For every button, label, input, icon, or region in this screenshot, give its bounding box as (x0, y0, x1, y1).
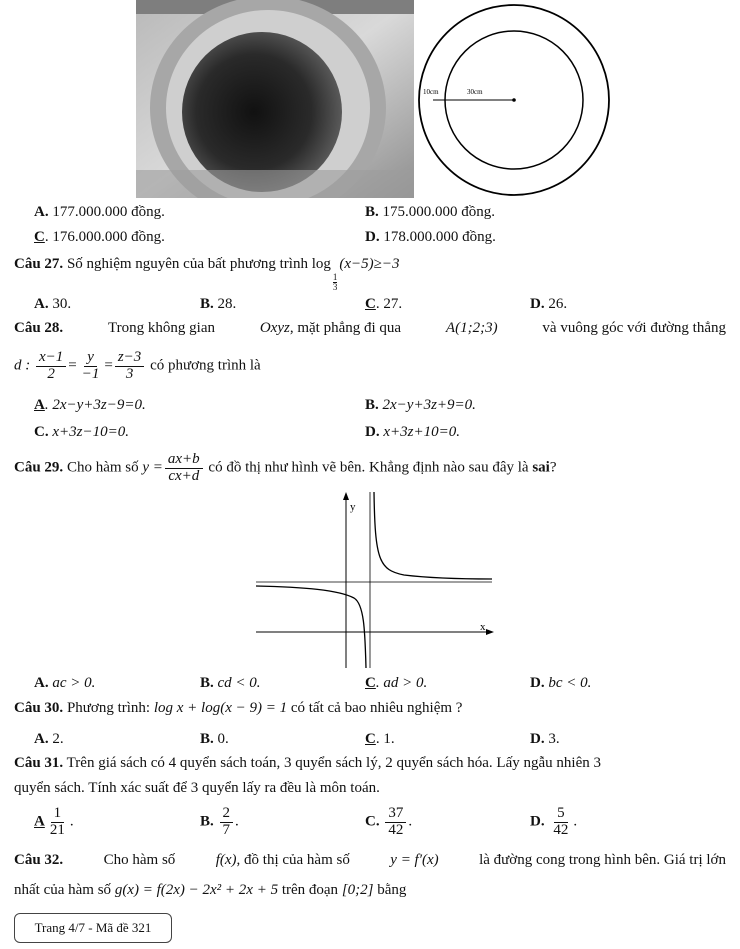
q32-stem-line2: nhất của hàm số g(x) = f(2x) − 2x² + 2x + 5 trên đoạn [0;2] bằng (14, 882, 407, 898)
page-footer: Trang 4/7 - Mã đề 321 (14, 913, 172, 943)
q27-option-a: A. 30. (34, 296, 72, 312)
q31-option-b: B. $\frac{2}{7}$ . (200, 805, 239, 838)
q31-option-d: D. $\frac{5}{42}$ . (530, 805, 578, 838)
q28-option-a: A. 2x−y+3z−9=0. (34, 397, 146, 413)
x-axis-arrow-icon (486, 629, 494, 635)
q26-option-d: D. 178.000.000 đồng. (365, 229, 496, 245)
q28-option-b: B. 2x−y+3z+9=0. (365, 397, 476, 413)
axis-y-label: y (350, 501, 356, 513)
q28-option-c: C. x+3z−10=0. (34, 424, 129, 440)
q31-option-a: A $\frac{1}{21}$ . (34, 805, 74, 838)
q29-option-b: B. cd < 0. (200, 675, 261, 691)
q28-option-d: D. x+3z+10=0. (365, 424, 460, 440)
q26-option-a: A. 177.000.000 đồng. (34, 204, 165, 220)
hyperbola-graph (254, 490, 496, 670)
y-axis-arrow-icon (343, 492, 349, 500)
q28-stem-line1: Câu 28. Trong không gian Oxyz, mặt phẳng đi qua A(1;2;3) và vuông góc với đường thẳng (14, 320, 726, 336)
q31-stem-line1: Câu 31. Trên giá sách có 4 quyển sách toán, 3 quyển sách lý, 2 quyển sách hóa. Lấy ngẫu nhiên 3 (14, 755, 601, 771)
q31-option-c: C. $\frac{37}{42}$ . (365, 805, 413, 838)
q29-stem: Câu 29. Cho hàm số y = $\frac{ax+b}{cx+d}$ có đồ thị như hình vẽ bên. Khẳng định nào sau đây là sai? (14, 451, 557, 484)
q26-option-b: B. 175.000.000 đồng. (365, 204, 496, 220)
q29-option-a: A. ac > 0. (34, 675, 96, 691)
q29-option-d: D. bc < 0. (530, 675, 592, 691)
q30-option-a: A. 2. (34, 731, 64, 747)
q26-option-c: C. 176.000.000 đồng. (34, 229, 165, 245)
q30-stem: Câu 30. Phương trình: log x + log(x − 9) = 1 có tất cả bao nhiêu nghiệm ? (14, 700, 463, 716)
q30-option-c: C. 1. (365, 731, 395, 747)
q32-stem-line1: Câu 32. Cho hàm số f(x), đồ thị của hàm số y = f′(x) là đường cong trong hình bên. Giá trị lớn (14, 852, 726, 868)
q29-option-c: C. ad > 0. (365, 675, 428, 691)
q30-option-d: D. 3. (530, 731, 560, 747)
q28-line-equation: d : $\frac{x-1}{2}$ = $\frac{y}{-1}$ = $\frac{z-3}{3}$ có phương trình là (14, 349, 261, 382)
circle-label-outer: 30cm (467, 88, 483, 96)
q27-option-b: B. 28. (200, 296, 237, 312)
circle-label-inner: 10cm (423, 88, 439, 96)
q30-option-b: B. 0. (200, 731, 229, 747)
q31-stem-line2: quyển sách. Tính xác suất để 3 quyển lấy ra đều là môn toán. (14, 780, 380, 796)
pipe-photo (136, 0, 414, 198)
q27-stem: Câu 27. Số nghiệm nguyên của bất phương trình log $\frac{1}{3}$ (x−5)≥−3 (14, 256, 400, 292)
axis-x-label: x (480, 621, 486, 633)
concentric-circles-figure (413, 0, 613, 200)
q27-option-d: D. 26. (530, 296, 568, 312)
q27-option-c: C. 27. (365, 296, 403, 312)
